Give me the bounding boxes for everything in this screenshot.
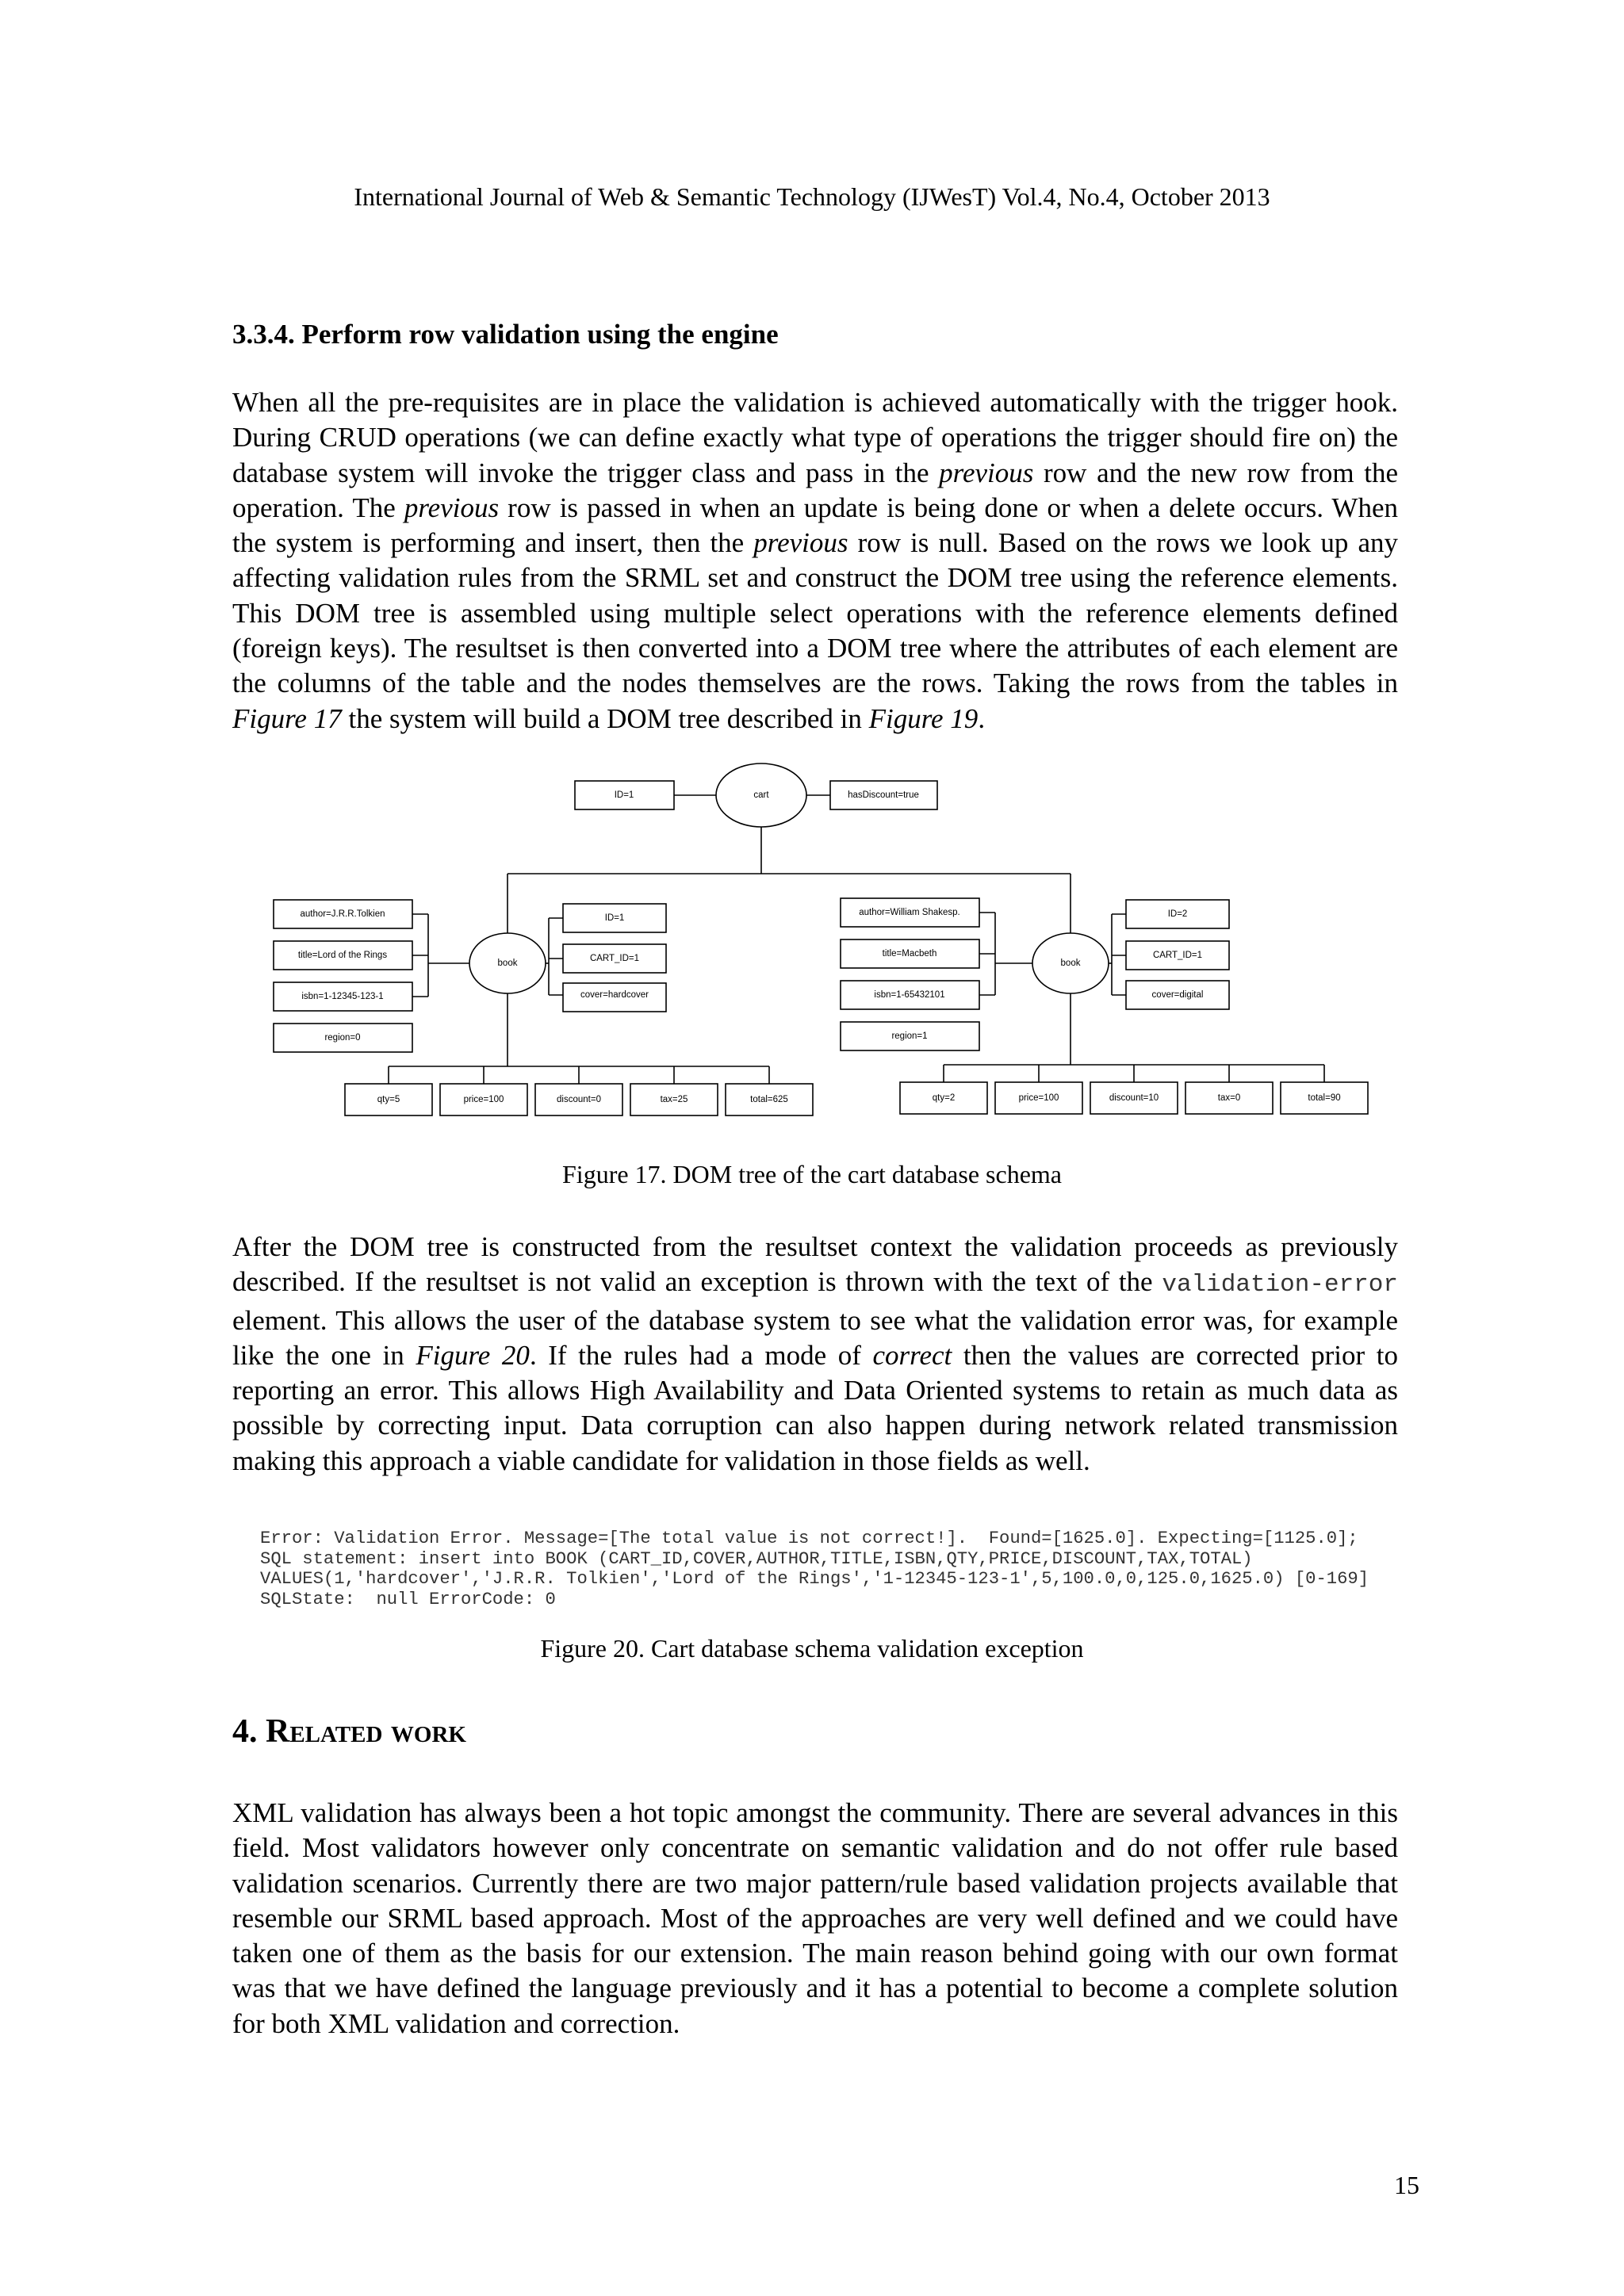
book2-tax-label: tax=0 bbox=[1217, 1093, 1241, 1104]
italic-term: correct bbox=[872, 1339, 952, 1371]
code-line: VALUES(1,'hardcover','J.R.R. Tolkien','Lord of the Rings','1-12345-123-1',5,100.0,0,125.0,1625.0) [0-169] bbox=[260, 1569, 1369, 1589]
text-span: . bbox=[978, 702, 986, 734]
code-line: Error: Validation Error. Message=[The total value is not correct!]. Found=[1625.0]. Expecting=[1125.0]; bbox=[260, 1529, 1358, 1548]
paragraph-validation-error bbox=[232, 1230, 1398, 1479]
dom-tree-diagram bbox=[254, 757, 1388, 1146]
text-span: After the DOM tree is constructed from the resultset context the validation proceeds as previously described. If the resultset is not valid an exception is thrown with the text of the bbox=[232, 1231, 1398, 1298]
text-span: row is passed in when an update is being done or when a delete occurs. When the system is performing and insert, then the bbox=[232, 492, 1398, 559]
figure-20-caption: Figure 20. Cart database schema validation exception bbox=[540, 1634, 1084, 1663]
paragraph-related-work: XML validation has always been a hot topic amongst the community. There are several advances in this field. Most validators however only concentrate on semantic validation and do not offer rule based validation scenarios. Currently there are two major pattern/rule based validation projects available that resemble our SRML based approach. Most of the approaches are very well defined and we could have taken one of them as the basis for our extension. The main reason behind going with our own format was that we have defined the language previously and it has a potential to become a complete solution for both XML validation and correction. bbox=[232, 1797, 1398, 2039]
exception-code-block bbox=[260, 1529, 1369, 1609]
subsection-heading: 3.3.4. Perform row validation using the engine bbox=[232, 319, 779, 350]
figure-reference: Figure 17 bbox=[232, 702, 342, 734]
text-span: When all the pre-requisites are in place the validation is achieved automatically with the trigger hook. During CRUD operations (we can define exactly what type of operations the trigger should fire on) the database system will invoke the trigger class and pass in the bbox=[232, 387, 1398, 488]
book1-author-label: author=J.R.R.Tolkien bbox=[300, 909, 385, 920]
text-span: . If the rules had a mode of bbox=[529, 1339, 873, 1371]
figure-17-caption: Figure 17. DOM tree of the cart database schema bbox=[562, 1160, 1062, 1188]
book1-title-label: title=Lord of the Rings bbox=[297, 951, 388, 961]
book2-cover-label: cover=digital bbox=[1151, 990, 1204, 1001]
book2-total-label: total=90 bbox=[1308, 1093, 1341, 1104]
text-span: row and the new row from the operation. The bbox=[232, 457, 1399, 523]
italic-term: previous bbox=[404, 492, 500, 523]
book1-id-label: ID=1 bbox=[604, 913, 625, 924]
figure-reference: Figure 20 bbox=[416, 1339, 530, 1371]
cart-id-label: ID=1 bbox=[614, 790, 634, 801]
running-header: International Journal of Web & Semantic Technology (IJWesT) Vol.4, No.4, October 2013 bbox=[354, 182, 1270, 211]
code-line: SQLState: null ErrorCode: 0 bbox=[260, 1589, 556, 1609]
italic-term: previous bbox=[753, 527, 848, 559]
section-heading-related-work: 4. Related work bbox=[232, 1713, 466, 1750]
book2-node-label: book bbox=[1060, 959, 1081, 969]
book1-cover-label: cover=hardcover bbox=[580, 990, 649, 1001]
page-number: 15 bbox=[1394, 2171, 1419, 2199]
book2-discount-label: discount=10 bbox=[1109, 1093, 1159, 1104]
book2-price-label: price=100 bbox=[1018, 1093, 1059, 1104]
text-span: row is null. Based on the rows we look up any affecting validation rules from the SRML set and construct the DOM tree using the reference elements. This DOM tree is assembled using multiple select operations with the reference elements defined (foreign keys). The resultset is then converted into a DOM tree where the attributes of each element are the columns of the table and the nodes themselves are the rows. Taking the rows from the tables in bbox=[232, 527, 1398, 699]
book1-isbn-label: isbn=1-12345-123-1 bbox=[301, 992, 384, 1002]
cart-discount-label: hasDiscount=true bbox=[848, 790, 919, 801]
book1-discount-label: discount=0 bbox=[557, 1095, 601, 1105]
book2-title-label: title=Macbeth bbox=[882, 949, 937, 959]
book2-author-label: author=William Shakesp. bbox=[859, 908, 960, 918]
book1-cart-id-label: CART_ID=1 bbox=[589, 954, 640, 964]
italic-term: previous bbox=[939, 457, 1034, 488]
book1-price-label: price=100 bbox=[463, 1095, 504, 1105]
book2-id-label: ID=2 bbox=[1167, 909, 1188, 920]
figure-reference: Figure 19 bbox=[868, 702, 979, 734]
cart-node-label: cart bbox=[753, 790, 769, 801]
book1-node-label: book bbox=[497, 959, 518, 969]
book1-tax-label: tax=25 bbox=[660, 1095, 688, 1105]
text-span: element. This allows the user of the database system to see what the validation error was, for example like the one in bbox=[232, 1304, 1398, 1371]
inline-code-validation-error: validation-error bbox=[1162, 1271, 1398, 1299]
code-line: SQL statement: insert into BOOK (CART_ID,COVER,AUTHOR,TITLE,ISBN,QTY,PRICE,DISCOUNT,TAX,TOTAL) bbox=[260, 1548, 1253, 1569]
book2-cart-id-label: CART_ID=1 bbox=[1152, 951, 1203, 961]
book2-qty-label: qty=2 bbox=[932, 1093, 956, 1104]
dom-tree-figure bbox=[254, 757, 1388, 1146]
paragraph-row-validation bbox=[232, 385, 1398, 737]
book1-region-label: region=0 bbox=[324, 1033, 361, 1043]
book2-isbn-label: isbn=1-65432101 bbox=[874, 990, 945, 1001]
text-span: the system will build a DOM tree described in bbox=[341, 702, 869, 734]
book1-total-label: total=625 bbox=[750, 1095, 788, 1105]
text-span: then the values are corrected prior to reporting an error. This allows High Availability and Data Oriented systems to retain as much data as possible by correcting input. Data corruption can also happen during network related transmission making this approach a viable candidate for validation in those fields as well. bbox=[232, 1339, 1398, 1476]
book1-qty-label: qty=5 bbox=[377, 1095, 400, 1105]
book2-region-label: region=1 bbox=[891, 1031, 928, 1042]
